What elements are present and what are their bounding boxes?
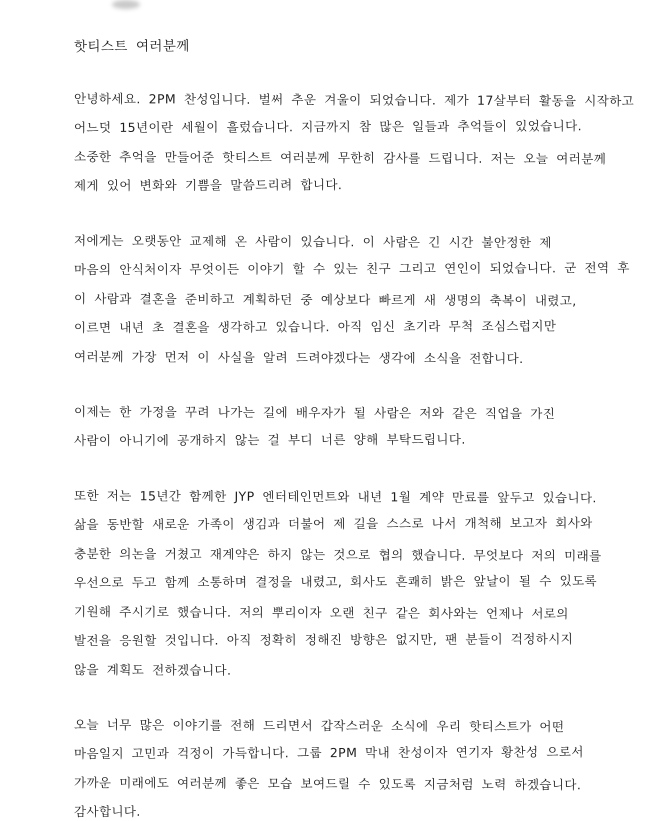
- letter-line: 삶을 동반할 새로운 가족이 생김과 더불어 제 길을 스스로 나서 개척해 보고자 회사와: [73, 515, 593, 532]
- letter-line: 이르면 내년 초 결혼을 생각하고 있습니다. 아직 임신 초기라 무척 조심스럽지만: [73, 318, 557, 335]
- letter-line: 어느덧 15년이란 세월이 흘렀습니다. 지금까지 참 많은 일들과 추억들이 있었습니다.: [73, 118, 583, 135]
- letter-line: 기원해 주시기로 했습니다. 저의 뿌리이자 오랜 친구 같은 회사와는 언제나 서로의: [73, 604, 569, 622]
- letter-paragraph-contract: [74, 481, 646, 684]
- letter-paragraph-closing: [74, 710, 646, 821]
- letter-line: 이제는 한 가정을 꾸려 나가는 길에 배우자가 될 사람은 저와 같은 직업을 가진: [73, 404, 556, 422]
- letter-line: 우선으로 두고 함께 소통하며 결정을 내렸고, 회사도 흔쾌히 밝은 앞날이 될 수 있도록: [73, 573, 598, 590]
- letter-line: 여러분께 가장 먼저 이 사실을 알려 드려야겠다는 생각에 소식을 전합니다.: [73, 349, 524, 366]
- letter-line: 마음의 안식처이자 무엇이든 이야기 할 수 있는 친구 그리고 연인이 되었습니다. 군 전역 후: [73, 260, 630, 277]
- letter-paragraph-intro: [74, 84, 646, 200]
- letter-line: 오늘 너무 많은 이야기를 전해 드리면서 갑작스러운 소식에 우리 핫티스트가 어떤: [73, 717, 565, 735]
- letter-salutation: 핫티스트 여러분께: [73, 38, 190, 55]
- letter-line: 발전을 응원할 것입니다. 아직 정확히 정해진 방향은 없지만, 팬 분들이 걱정하시지: [73, 631, 574, 648]
- letter-line: 가까운 미래에도 여러분께 좋은 모습 보여드릴 수 있도록 지금처럼 노력 하겠습니다.: [73, 775, 582, 793]
- letter-line: 감사합니다.: [73, 803, 141, 819]
- letter-line: 안녕하세요. 2PM 찬성입니다. 벌써 추운 겨울이 되었습니다. 제가 17살부터 활동을 시작하고: [73, 91, 635, 109]
- letter-line: 충분한 의논을 거쳤고 재계약은 하지 않는 것으로 협의 했습니다. 무엇보다 저의 미래를: [73, 546, 602, 564]
- letter-paragraph-privacy: [74, 397, 646, 455]
- letter-paragraph-relationship: [74, 226, 646, 371]
- letter-line: 저에게는 오랫동안 교제해 온 사람이 있습니다. 이 사람은 긴 시간 불안정한 제: [73, 233, 552, 251]
- letter-line: 또한 저는 15년간 함께한 JYP 엔터테인먼트와 내년 1월 계약 만료를 앞두고 있습니다.: [73, 488, 597, 506]
- letter-line: 이 사람과 결혼을 준비하고 계획하던 중 예상보다 빠르게 새 생명의 축복이 내렸고,: [73, 291, 577, 309]
- scan-artifact-mark: [112, 0, 140, 9]
- letter-line: 사람이 아니기에 공개하지 않는 걸 부디 너른 양해 부탁드립니다.: [73, 431, 466, 448]
- letter-line: 마음일지 고민과 걱정이 가득합니다. 그룹 2PM 막내 찬성이자 연기자 황찬성 으로서: [73, 744, 584, 761]
- letter-line: 제게 있어 변화와 기쁨을 말씀드리려 합니다.: [73, 177, 343, 193]
- letter-line: 소중한 추억을 만들어준 핫티스트 여러분께 무한히 감사를 드립니다. 저는 오늘 여러분께: [73, 149, 607, 167]
- letter-line: 않을 계획도 전하겠습니다.: [73, 662, 232, 678]
